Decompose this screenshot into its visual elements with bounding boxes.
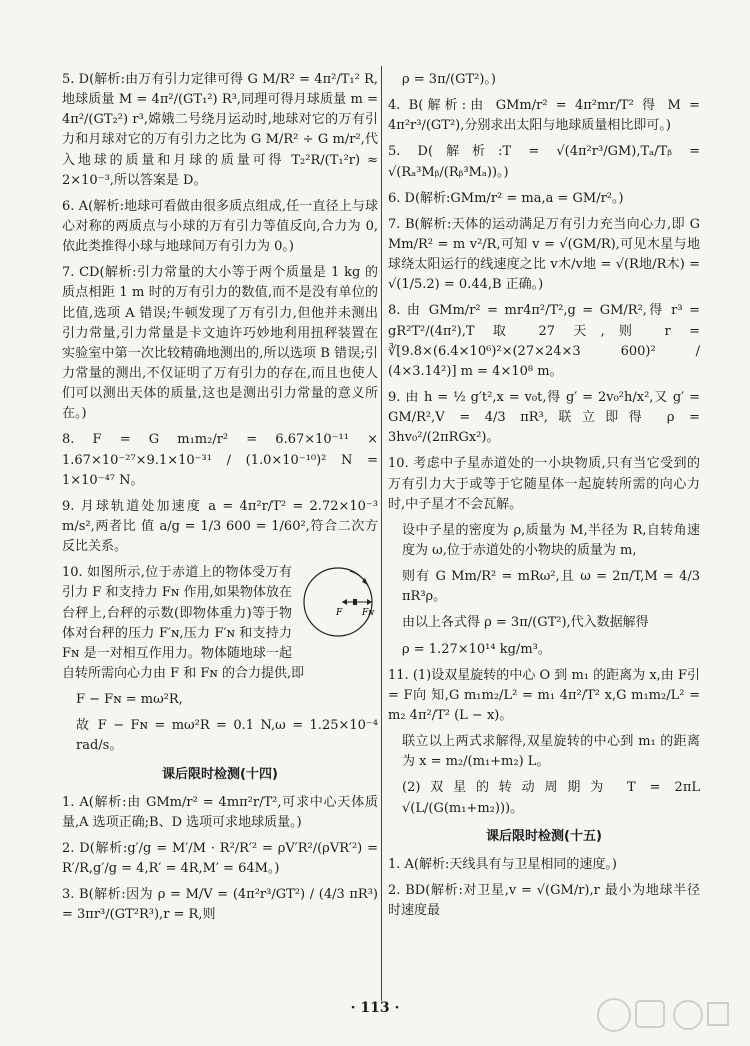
test14-answer-10: 10. 考虑中子星赤道处的一小块物质,只有当它受到的万有引力大于或等于它随星体一起旋转所需的向心力时,中子星才不会瓦解。 xyxy=(388,456,700,512)
test14-answer-11-c: (2)双星的转动周期为 T = 2πL √(L/(G(m₁+m₂)))。 xyxy=(402,780,700,816)
answer-3-cont: ρ = 3π/(GT²)。) xyxy=(402,72,496,87)
section-title-15: 课后限时检测(十五) xyxy=(486,828,602,844)
answer-9-line1: 9. 月球轨道处加速度 a = 4π²r/T² = 2.72×10⁻³ m/s²,两者比 xyxy=(62,498,378,534)
test14-answer-9: 9. 由 h = ½ g′t²,x = v₀t,得 g′ = 2v₀²h/x²,又 g′ = GM/R²,V = 4/3 πR³,联立即得 ρ = 3hv₀²/(2πRGx²)。 xyxy=(388,389,700,446)
test14-answer-8: 8. 由 GMm/r² = mr4π²/T²,g = GM/R²,得 r³ = gR²T²/(4π²),T 取 27 天,则 r = ∛[9.8×(6.4×10⁶)²×(27×24×3 600)² / (4×3.14²)] m = 4×10⁸ m。 xyxy=(388,303,700,379)
section-title-14: 课后限时检测(十四) xyxy=(162,766,278,782)
left-column xyxy=(62,70,378,931)
test15-answer-2: 2. BD(解析:对卫星,v = √(GM/r),r 最小为地球半径时速度最 xyxy=(388,882,700,919)
right-column xyxy=(388,70,700,927)
test14-answer-11-b: 联立以上两式求解得,双星旋转的中心到 m₁ 的距离为 x = m₂/(m₁+m₂) L。 xyxy=(402,734,700,770)
test14-answer-10-c: 则有 G Mm/R² = mRω²,且 ω = 2π/T,M = 4/3 πR³ρ。 xyxy=(402,569,700,605)
answer-10-text: 10. 如图所示,位于赤道上的物体受万有引力 F 和支持力 Fɴ 作用,如果物体放在台秤上,台秤的示数(即物体重力)等于物体对台秤的压力 F′ɴ,压力 F′ɴ 和支持力 Fɴ 是一对相互作用力。物体随地球一起自转所需向心力由 F 和 Fɴ 的合力提供,即 xyxy=(62,565,305,681)
watermark-logo xyxy=(592,995,732,1041)
test14-answer-4: 4. B(解析:由 GMm/r² = 4π²mr/T² 得 M = 4π²r³/(GT²),分别求出太阳与地球质量相比即可。) xyxy=(388,98,700,134)
answer-10-eq2: 故 F − Fɴ = mω²R = 0.1 N,ω = 1.25×10⁻⁴ rad/s。 xyxy=(76,718,378,754)
earth-force-diagram xyxy=(298,563,378,641)
answer-10-eq1: F − Fɴ = mω²R, xyxy=(76,692,183,708)
answer-10 xyxy=(62,563,378,684)
test14-answer-3: 3. B(解析:因为 ρ = M/V = (4π²r³/GT²) / (4/3 πR³) = 3πr³/(GT²R³),r = R,则 xyxy=(62,887,378,923)
column-divider xyxy=(381,66,382,1001)
label-FN: Fɴ xyxy=(362,608,375,619)
test14-answer-10-d: 由以上各式得 ρ = 3π/(GT²),代入数据解得 xyxy=(402,615,649,631)
test14-answer-5: 5. D(解析:T = √(4π²r³/GM),Tₐ/Tᵦ = √(Rₐ³Mᵦ/(Rᵦ³Mₐ))。) xyxy=(388,144,700,180)
test14-answer-2: 2. D(解析:g′/g = M′/M · R²/R′² = ρV′R²/(ρVR′²) = R′/R,g′/g = 4,R′ = 4R,M′ = 64M。) xyxy=(62,840,378,877)
test14-answer-10-e: ρ = 1.27×10¹⁴ kg/m³。 xyxy=(402,641,551,657)
test14-answer-6: 6. D(解析:GMm/r² = ma,a = GM/r²。) xyxy=(388,190,624,206)
label-F: F xyxy=(336,608,343,619)
test14-answer-11: 11. (1)设双星旋转的中心 O 到 m₁ 的距离为 x,由 F引 = F向 知,G m₁m₂/L² = m₁ 4π²/T² x,G m₁m₂/L² = m₂ 4π²/T² (L − x)。 xyxy=(388,667,700,723)
answer-9 xyxy=(62,497,378,557)
test15-answer-1: 1. A(解析:天线具有与卫星相同的速度。) xyxy=(388,856,617,872)
test14-answer-10-b: 设中子星的密度为 ρ,质量为 M,半径为 R,自转角速度为 ω,位于赤道处的小物块的质量为 m, xyxy=(402,522,700,558)
answer-9-line2: 值 a/g = 1/3 600 = 1/60²,符合二次方反比关系。 xyxy=(62,518,378,555)
page-number: · 113 · xyxy=(350,1000,400,1016)
answer-5: 5. D(解析:由万有引力定律可得 G M/R² = 4π²/T₁² R,地球质量 M = 4π²/(GT₁²) R³,同理可得月球质量 m = 4π²/(GT₂²) r³,嫦娥二号绕月运动时,地球对它的万有引力和月球对它的万有引力之比为 G M/R² ÷ G m/r²,代入地球的质量和月球的质量可得 T₂²R/(T₁²r) ≈ 2×10⁻³,所以答案是 D。 xyxy=(62,72,378,188)
test14-answer-7: 7. B(解析:天体的运动满足万有引力充当向心力,即 G Mm/R² = m v²/R,可知 v = √(GM/R),可见木星与地球绕太阳运行的线速度之比 v木/v地 = √(R地/R木) = √(1/5.2) = 0.44,B 正确。) xyxy=(388,216,700,293)
test14-answer-1: 1. A(解析:由 GMm/r² = 4mπ²r/T²,可求中心天体质量,A 选项正确;B、D 选项可求地球质量。) xyxy=(62,794,378,830)
answer-7: 7. CD(解析:引力常量的大小等于两个质量是 1 kg 的质点相距 1 m 时的万有引力的数值,而不是没有单位的比值,选项 A 错误;牛顿发现了万有引力,但他并未测出引力常量,引力常量是卡文迪许巧妙地利用扭秤装置在实验室中第一次比较精确地测出的,所以选项 B 错误;引力常量的测出,不仅证明了万有引力的存在,而且也使人们可以测出天体的质量,这也是测出引力常量的意义所在。) xyxy=(62,265,378,422)
answer-6: 6. A(解析:地球可看做由很多质点组成,任一直径上与球心对称的两质点与小球的万有引力等值反向,合力为 0,依此类推得小球与地球间万有引力为 0。) xyxy=(62,198,378,255)
answer-8: 8. F = G m₁m₂/r² = 6.67×10⁻¹¹ × 1.67×10⁻²⁷×9.1×10⁻³¹ / (1.0×10⁻¹⁰)² N = 1×10⁻⁴⁷ N。 xyxy=(62,432,378,488)
